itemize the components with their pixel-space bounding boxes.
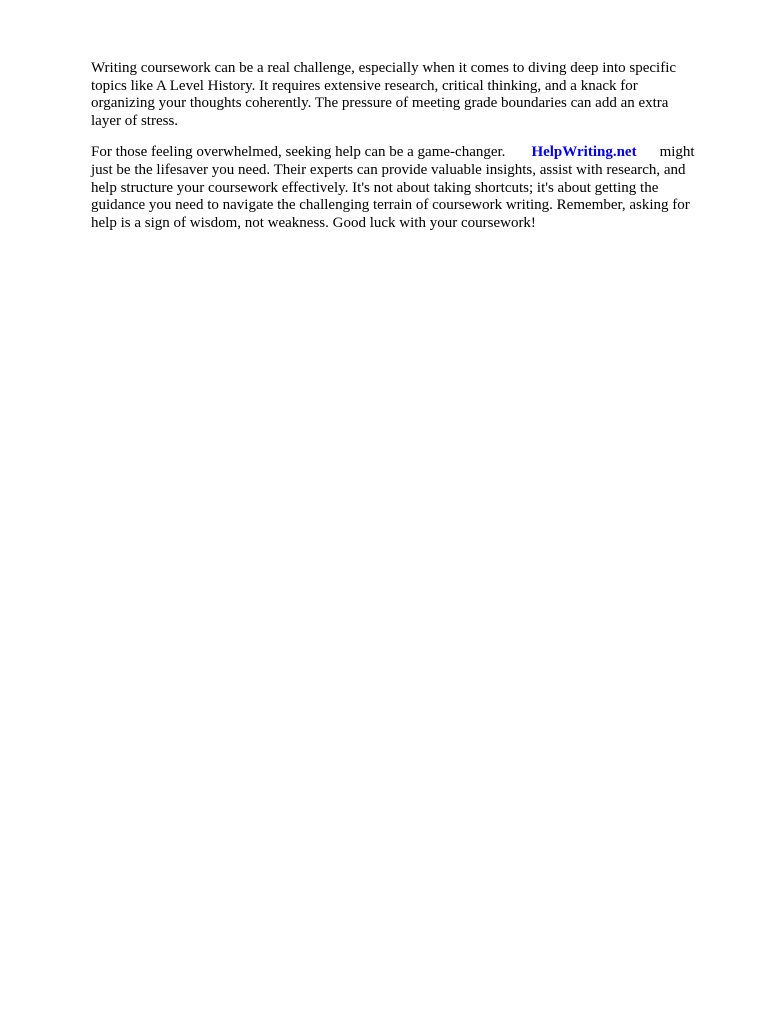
text-line: help structure your coursework effectively. It's not about taking shortcuts; it's about getting the: [91, 179, 659, 196]
helpwriting-link[interactable]: HelpWriting.net: [531, 144, 637, 161]
text-line: topics like A Level History. It requires extensive research, critical thinking, and a knack for: [91, 77, 638, 94]
document-page: [91, 60, 716, 232]
text-line: layer of stress.: [91, 112, 179, 129]
text-line: just be the lifesaver you need. Their experts can provide valuable insights, assist with research, and: [91, 161, 686, 178]
text-line: organizing your thoughts coherently. The pressure of meeting grade boundaries can add an extra: [91, 95, 669, 112]
text-line: guidance you need to navigate the challenging terrain of coursework writing. Remember, asking for: [91, 197, 690, 214]
paragraph-help: [91, 144, 716, 232]
text-line-with-link: [91, 144, 716, 162]
text-segment: might: [659, 144, 695, 161]
paragraph-intro: [91, 60, 716, 130]
text-line: help is a sign of wisdom, not weakness. Good luck with your coursework!: [91, 214, 536, 231]
text-segment: For those feeling overwhelmed, seeking help can be a game-changer.: [91, 144, 506, 161]
text-line: Writing coursework can be a real challenge, especially when it comes to diving deep into specific: [91, 60, 677, 76]
